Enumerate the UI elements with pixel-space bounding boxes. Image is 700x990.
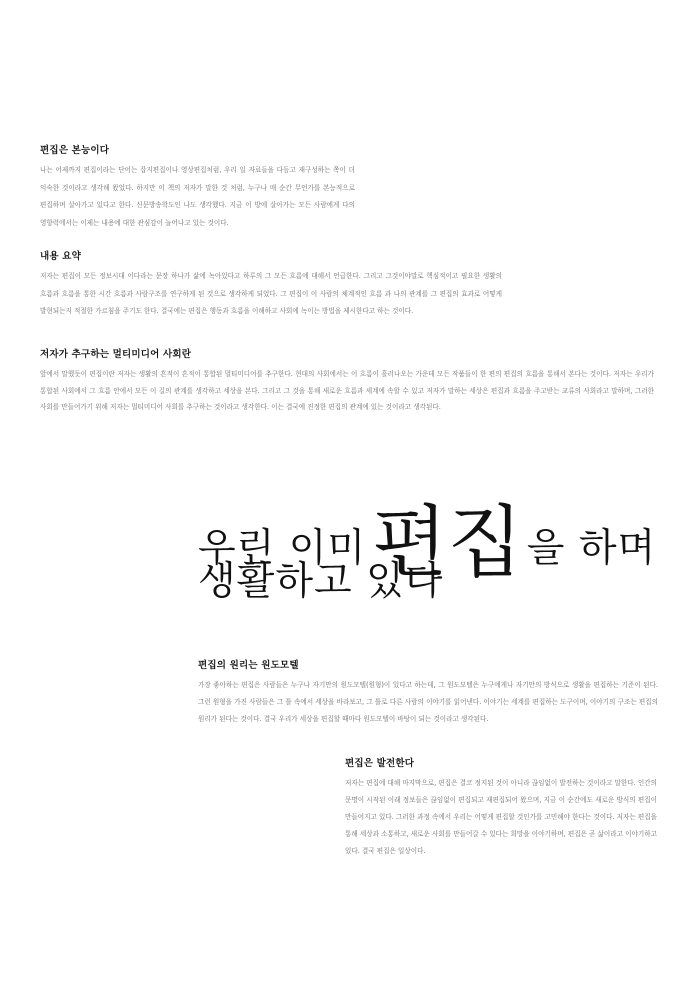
section-origin (198, 657, 658, 728)
section-evolve (345, 755, 657, 860)
slogan-pre: 우린 이미 (198, 526, 367, 571)
section-body: 나는 어제까지 편집이라는 단어는 잡지편집이나 영상편집처럼, 우리 일 자료들을 다듬고 재구성하는 쪽이 더 익숙한 것이라고 생각해 왔었다. 하지만 이 책의 저자가 말한 것 처럼, 누구나 매 순간 무언가를 본능적으로 편집하며 살아가고 있다고 한다. 신문방송학도인 나도 생각했다. 지금 이 방에 살아가는 모든 사람에게 다의 영향력에서는 이제는 내용에 대한 관심감이 늘어나고 있는 것이다. (40, 166, 355, 227)
section-pursuit (40, 346, 654, 416)
section-heading: 편집은 본능이다 (40, 145, 110, 156)
section-heading: 편집의 원리는 원도모텔 (198, 660, 299, 671)
section-intro (40, 142, 355, 232)
slogan-line-2: 생활하고 있다 (198, 559, 444, 604)
section-body: 저자는 편집이 모든 정보시대 이다라는 문장 하나가 삶에 녹아있다고 하루의 그 모든 흐름에 대해서 언급한다. 그리고 그것이야말로 핵심적이고 필요한 생활의 흐름과 흐름을 통한 시간 흐름과 사람구조를 연구하게 된 것으로 생각하게 되었다. 그 편집이 이 사람의 체계적인 흐름 과 나의 관계를 그 편집의 효과로 어떻게 발현되는지 적절한 가르침을 주기도 한다. 결국에는 편집은 행동과 흐름을 이해하고 사회에 녹이는 방법을 제시한다고 하는 것이다. (40, 272, 502, 315)
slogan (198, 432, 678, 602)
section-body: 앞에서 말했듯이 편집이란 저자는 생활의 흔적이 흔적이 통합된 멀티미디어를 추구한다. 현대의 사회에서는 이 흐름이 흘러나오는 가운데 모든 작품들이 한 편의 편집의 흐름을 통해서 본다는 것이다. 저자는 우리가 통합된 사회에서 그 흐름 안에서 모든 이 길의 관계를 생각하고 세상을 본다. 그리고 그 것을 통해 새로운 흐름과 세계에 속할 수 있고 저자가 말하는 세상은 편집과 흐름을 주고받는 교류의 사회라고 말하며, 그러한 사회를 만들어가기 위해 저자는 멀티미디어 사회를 추구하는 것이라고 생각한다. 이는 결국에 진정한 편집의 관계에 있는 것이라고 생각된다. (40, 370, 654, 411)
section-heading: 저자가 추구하는 멀티미디어 사회란 (40, 349, 192, 360)
section-heading: 편집은 발전한다 (345, 758, 415, 769)
slogan-emphasis: 편집 (372, 498, 523, 588)
section-heading: 내용 요약 (40, 251, 82, 262)
section-summary (40, 248, 502, 321)
section-body: 저자는 편집에 대해 마지막으로, 편집은 결코 정지된 것이 아니라 끊임없이 발전하는 것이라고 말한다. 인간의 문명이 시작된 이래 정보들은 끊임없이 편집되고 재편집되어 왔으며, 지금 이 순간에도 새로운 방식의 편집이 만들어지고 있다. 그러한 과정 속에서 우리는 어떻게 편집할 것인가를 고민해야 한다는 것이다. 저자는 편집을 통해 세상과 소통하고, 새로운 사회를 만들어갈 수 있다는 희망을 이야기하며, 편집은 곧 삶이라고 이야기하고 있다. 결국 편집은 일상이다. (345, 779, 657, 855)
slogan-post: 을 하며 (526, 526, 657, 571)
section-body: 가장 좋아하는 편집은 사람들은 누구나 자기만의 원도모텔(원형)이 있다고 하는데, 그 원도모텔은 누구에게나 자기만의 방식으로 생활을 편집하는 기준이 된다. 그런 원형을 가진 사람들은 그 틀 속에서 세상을 바라보고, 그 틀로 다른 사람의 이야기를 읽어낸다. 이야기는 세계를 편집하는 도구이며, 이야기의 구조는 편집의 원리가 된다는 것이다. 결국 우리가 세상을 편집할 때마다 원도모텔이 바탕이 되는 것이라고 생각된다. (198, 681, 658, 723)
